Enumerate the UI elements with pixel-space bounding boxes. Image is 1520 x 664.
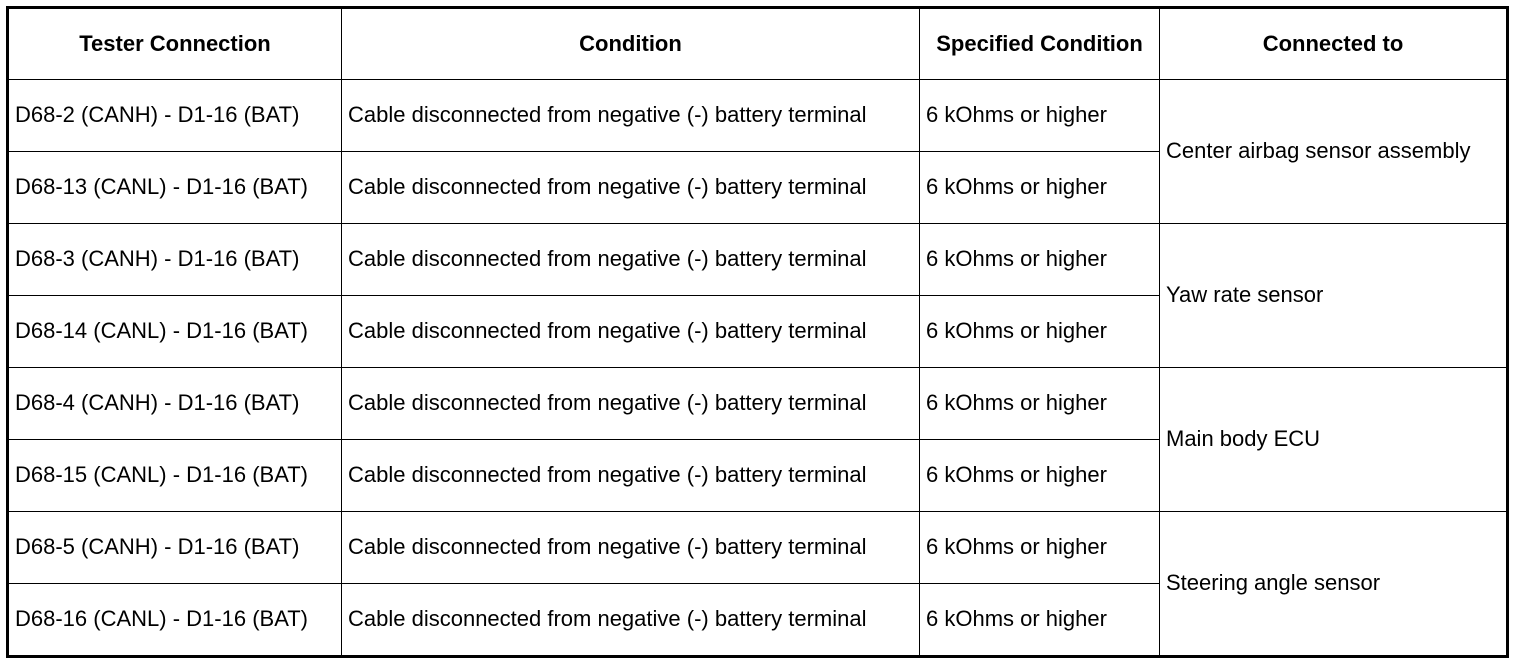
tester-connection-cell: D68-14 (CANL) - D1-16 (BAT)	[8, 295, 342, 367]
specified-condition-cell: 6 kOhms or higher	[920, 295, 1160, 367]
connected-to-cell: Yaw rate sensor	[1160, 223, 1508, 367]
condition-cell: Cable disconnected from negative (-) battery terminal	[342, 367, 920, 439]
tester-connection-cell: D68-16 (CANL) - D1-16 (BAT)	[8, 583, 342, 656]
specified-condition-cell: 6 kOhms or higher	[920, 151, 1160, 223]
table-row	[8, 80, 1508, 152]
table-row	[8, 223, 1508, 295]
condition-cell: Cable disconnected from negative (-) battery terminal	[342, 223, 920, 295]
specified-condition-cell: 6 kOhms or higher	[920, 511, 1160, 583]
resistance-spec-table	[6, 6, 1509, 658]
specified-condition-cell: 6 kOhms or higher	[920, 367, 1160, 439]
specified-condition-cell: 6 kOhms or higher	[920, 80, 1160, 152]
condition-cell: Cable disconnected from negative (-) battery terminal	[342, 511, 920, 583]
header-row	[8, 8, 1508, 80]
header-connected-to: Connected to	[1160, 8, 1508, 80]
header-specified-condition: Specified Condition	[920, 8, 1160, 80]
connected-to-cell: Center airbag sensor assembly	[1160, 80, 1508, 224]
condition-cell: Cable disconnected from negative (-) battery terminal	[342, 583, 920, 656]
specified-condition-cell: 6 kOhms or higher	[920, 439, 1160, 511]
table-row	[8, 511, 1508, 583]
tester-connection-cell: D68-5 (CANH) - D1-16 (BAT)	[8, 511, 342, 583]
connected-to-cell: Steering angle sensor	[1160, 511, 1508, 656]
specified-condition-cell: 6 kOhms or higher	[920, 583, 1160, 656]
condition-cell: Cable disconnected from negative (-) battery terminal	[342, 295, 920, 367]
condition-cell: Cable disconnected from negative (-) battery terminal	[342, 80, 920, 152]
connected-to-cell: Main body ECU	[1160, 367, 1508, 511]
tester-connection-cell: D68-15 (CANL) - D1-16 (BAT)	[8, 439, 342, 511]
tester-connection-cell: D68-4 (CANH) - D1-16 (BAT)	[8, 367, 342, 439]
tester-connection-cell: D68-3 (CANH) - D1-16 (BAT)	[8, 223, 342, 295]
table-row	[8, 367, 1508, 439]
condition-cell: Cable disconnected from negative (-) battery terminal	[342, 151, 920, 223]
condition-cell: Cable disconnected from negative (-) battery terminal	[342, 439, 920, 511]
specified-condition-cell: 6 kOhms or higher	[920, 223, 1160, 295]
tester-connection-cell: D68-2 (CANH) - D1-16 (BAT)	[8, 80, 342, 152]
tester-connection-cell: D68-13 (CANL) - D1-16 (BAT)	[8, 151, 342, 223]
header-tester-connection: Tester Connection	[8, 8, 342, 80]
header-condition: Condition	[342, 8, 920, 80]
